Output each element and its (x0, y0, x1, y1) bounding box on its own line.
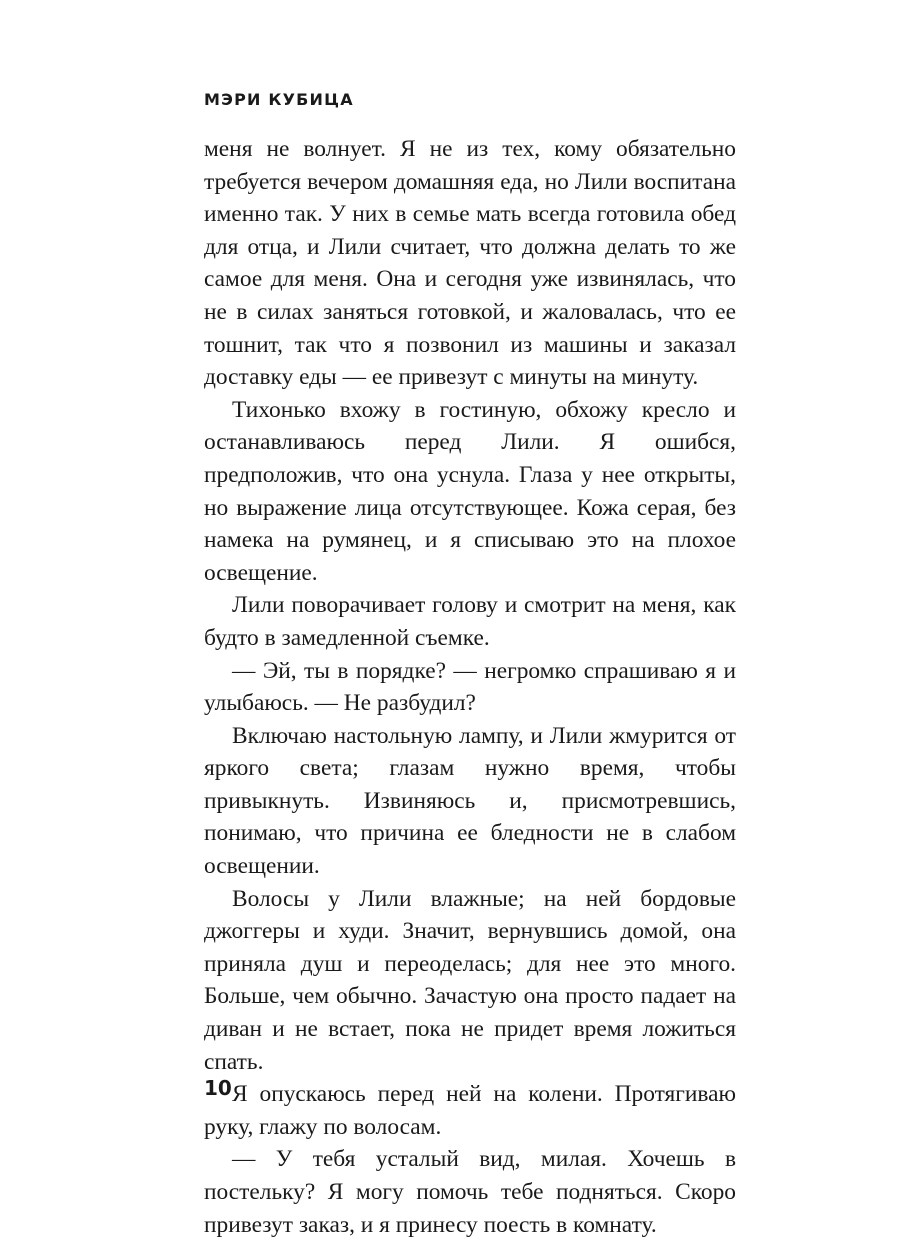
page-number: 10 (204, 1076, 232, 1100)
paragraph: меня не волнует. Я не из тех, кому обязательно требуется вечером домашняя еда, но Лили воспитана именно так. У них в семье мать всегда готовила обед для отца, и Лили считает, что должна делать то же самое для меня. Она и сегодня уже извинялась, что не в силах заняться готовкой, и жаловалась, что ее тошнит, так что я позвонил из машины и заказал доставку еды — ее привезут с минуты на минуту. (204, 136, 736, 391)
dialogue-paragraph: — Эй, ты в порядке? — негромко спрашиваю я и улыбаюсь. — Не разбудил? (204, 657, 736, 717)
dialogue-paragraph: — У тебя усталый вид, милая. Хочешь в постельку? Я могу помочь тебе подняться. Скоро привезут заказ, и я принесу поесть в комнату. (204, 1146, 736, 1238)
paragraph: Волосы у Лили влажные; на ней бордовые джоггеры и худи. Значит, вернувшись домой, она приняла душ и переоделась; для нее это много. Больше, чем обычно. Зачастую она просто падает на диван и не встает, пока не придет время ложиться спать. (204, 885, 736, 1075)
paragraph: Я опускаюсь перед ней на колени. Протягиваю руку, глажу по волосам. (204, 1081, 736, 1140)
paragraph: Включаю настольную лампу, и Лили жмурится от яркого света; глазам нужно время, чтобы привыкнуть. Извиняюсь и, присмотревшись, понимаю, что причина ее бледности не в слабом освещении. (204, 722, 736, 880)
running-head-author: МЭРИ КУБИЦА (204, 90, 354, 109)
body-text (204, 133, 736, 1241)
paragraph: Тихонько вхожу в гостиную, обхожу кресло и останавливаюсь перед Лили. Я ошибся, предположив, что она уснула. Глаза у нее открыты, но выражение лица отсутствующее. Кожа серая, без намека на румянец, и я списываю это на плохое освещение. (204, 396, 736, 586)
paragraph: Лили поворачивает голову и смотрит на меня, как будто в замедленной съемке. (204, 592, 736, 651)
